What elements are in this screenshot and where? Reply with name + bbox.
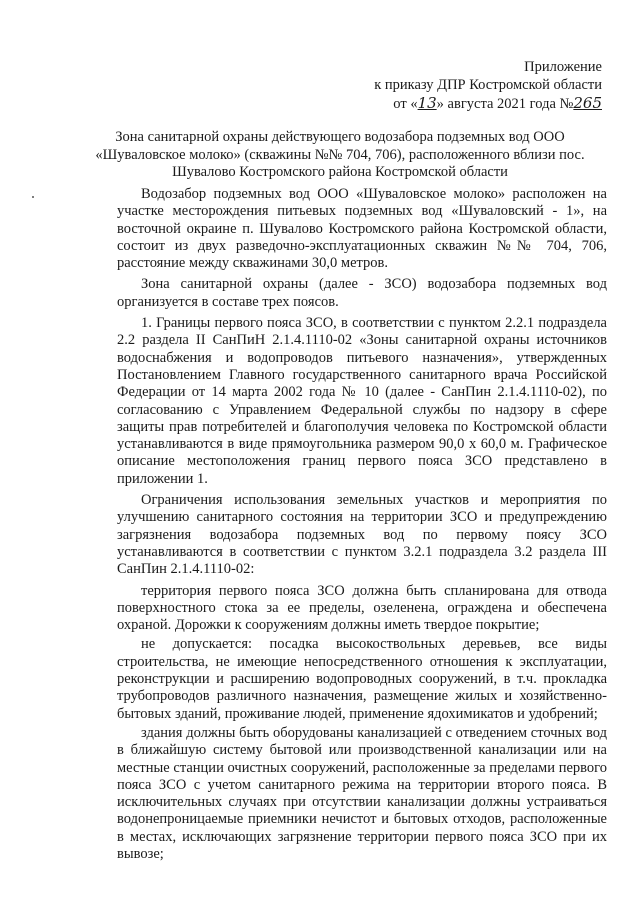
handwritten-day: 13 (417, 94, 437, 112)
appendix-order-ref: к приказу ДПР Костромской области (374, 77, 602, 93)
margin-dot (32, 196, 34, 198)
paragraph: 1. Границы первого пояса ЗСО, в соответствии с пунктом 2.2.1 подраздела 2.2 раздела II СанПиН 2.1.4.1110-02 «Зоны санитарной охраны источников водоснабжения и водопроводов питьевого назначения», утвержденных Постановлением Главного государственного санитарного врача Российской Федерации от 14 марта 2002 года № 10 (далее - СанПин 2.1.4.1110-02), по согласованию с Управлением Федеральной службы по надзору в сфере защиты прав потребителей и благополучия человека по Костромской области устанавливаются в виде прямоугольника размером 90,0 х 60,0 м. Графическое описание местоположения границ первого пояса ЗСО представлено в приложении 1. (117, 315, 607, 487)
paragraph: здания должны быть оборудованы канализацией с отведением сточных вод в ближайшую систему бытовой или производственной канализации или на местные станции очистных сооружений, расположенные за пределами первого пояса ЗСО с учетом санитарного режима на территории второго пояса. В исключительных случаях при отсутствии канализации должны устраиваться водонепроницаемые приемники нечистот и бытовых отходов, расположенные в местах, исключающих загрязнение территории первого пояса ЗСО при их вывозе; (117, 724, 607, 862)
document-body (117, 186, 607, 865)
paragraph: Водозабор подземных вод ООО «Шуваловское молоко» расположен на участке месторождения питьевых подземных вод «Шуваловский - 1», на восточной окраине п. Шувалово Костромского района Костромской области, состоит из двух разведочно-эксплуатационных скважин №№ 704, 706, расстояние между скважинами 30,0 метров. (117, 186, 607, 272)
appendix-date-line (374, 94, 602, 113)
appendix-header (374, 58, 602, 113)
handwritten-number: 265 (573, 94, 602, 112)
document-title: Зона санитарной охраны действующего водозабора подземных вод ООО «Шуваловское молоко» (скважины №№ 704, 706), расположенного вблизи пос. Шувалово Костромского района Костромской области (95, 129, 585, 180)
paragraph: Ограничения использования земельных участков и мероприятия по улучшению санитарного состояния на территории ЗСО и предупреждению загрязнения водозабора подземных вод по первому поясу ЗСО устанавливаются в соответствии с пунктом 3.2.1 подраздела 3.2 раздела III СанПин 2.1.4.1110-02: (117, 492, 607, 578)
appendix-label: Приложение (524, 59, 602, 75)
paragraph: Зона санитарной охраны (далее - ЗСО) водозабора подземных вод организуется в составе трех поясов. (117, 276, 607, 310)
date-mid: » августа 2021 года № (436, 96, 574, 112)
date-prefix: от « (393, 96, 418, 112)
paragraph: не допускается: посадка высокоствольных деревьев, все виды строительства, не имеющие непосредственного отношения к эксплуатации, реконструкции и расширению водопроводных сооружений, в т.ч. прокладка трубопроводов различного назначения, размещение жилых и хозяйственно-бытовых зданий, проживание людей, применение ядохимикатов и удобрений; (117, 636, 607, 722)
paragraph: территория первого пояса ЗСО должна быть спланирована для отвода поверхностного стока за ее пределы, озеленена, ограждена и обеспечена охраной. Дорожки к сооружениям должны иметь твердое покрытие; (117, 582, 607, 634)
